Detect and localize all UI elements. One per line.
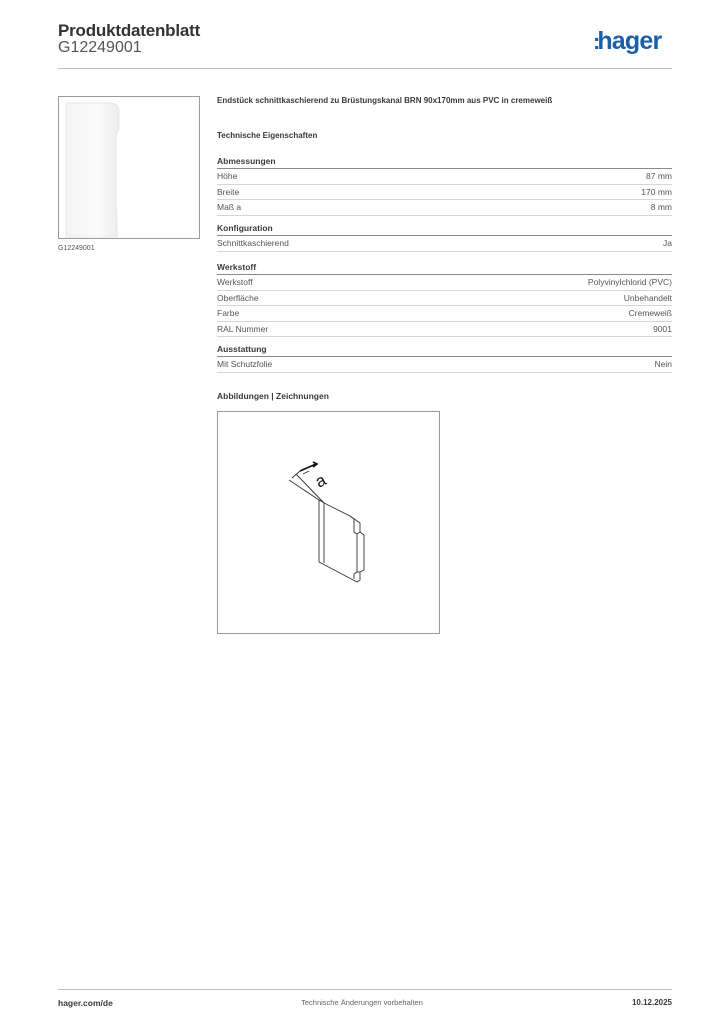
- row-label: Schnittkaschierend: [217, 238, 289, 248]
- table-row: [217, 185, 672, 201]
- table-row: [217, 275, 672, 291]
- row-value: 87 mm: [646, 171, 672, 181]
- product-thumbnail: [58, 96, 200, 239]
- row-value: Unbehandelt: [623, 292, 672, 303]
- logo-text: hager: [597, 27, 662, 55]
- figures-heading: Abbildungen | Zeichnungen: [217, 391, 329, 401]
- table-row: [217, 169, 672, 185]
- group-ausstattung: [217, 343, 672, 373]
- row-label: Farbe: [217, 308, 240, 318]
- row-label: Breite: [217, 186, 240, 197]
- group-werkstoff: [217, 261, 672, 337]
- dimension-label-a: a: [311, 470, 330, 492]
- row-value: 9001: [653, 323, 672, 334]
- group-title: Ausstattung: [217, 343, 672, 357]
- table-row: [217, 322, 672, 338]
- table-row: [217, 306, 672, 322]
- table-row: [217, 200, 672, 216]
- product-code: G12249001: [58, 39, 142, 56]
- table-row: [217, 236, 672, 252]
- group-title: Konfiguration: [217, 222, 672, 236]
- thumbnail-caption: G12249001: [58, 245, 95, 252]
- page-title: Produktdatenblatt: [58, 21, 201, 40]
- product-thumbnail-image: [59, 97, 199, 238]
- row-label: Höhe: [217, 171, 238, 181]
- group-title: Werkstoff: [217, 261, 672, 275]
- technical-drawing: [217, 411, 440, 634]
- footer-date: 10.12.2025: [631, 998, 672, 1007]
- row-value: Ja: [663, 238, 672, 248]
- group-abmessungen: [217, 155, 672, 216]
- table-row: [217, 291, 672, 307]
- row-value: Polyvinylchlorid (PVC): [587, 277, 672, 287]
- row-label: Maß a: [217, 202, 242, 212]
- product-description: Endstück schnittkaschierend zu Brüstungskanal BRN 90x170mm aus PVC in cremeweiß: [217, 96, 553, 105]
- hager-logo: :hager: [593, 27, 662, 55]
- table-row: [217, 357, 672, 373]
- footer-divider: [58, 989, 672, 990]
- row-label: Werkstoff: [217, 277, 253, 287]
- footer-disclaimer: Technische Änderungen vorbehalten: [301, 998, 423, 1007]
- group-konfiguration: [217, 222, 672, 252]
- row-value: 170 mm: [641, 186, 672, 197]
- row-label: Oberfläche: [217, 292, 259, 303]
- row-label: Mit Schutzfolie: [217, 359, 273, 369]
- group-title: Abmessungen: [217, 155, 672, 169]
- row-value: 8 mm: [650, 202, 672, 212]
- row-value: Nein: [654, 359, 672, 369]
- row-value: Cremeweiß: [628, 308, 672, 318]
- row-label: RAL Nummer: [217, 323, 269, 334]
- footer-website-link[interactable]: hager.com/de: [58, 998, 113, 1008]
- header-divider: [58, 68, 672, 69]
- tech-properties-heading: Technische Eigenschaften: [217, 131, 318, 140]
- end-cap-drawing: [218, 412, 439, 633]
